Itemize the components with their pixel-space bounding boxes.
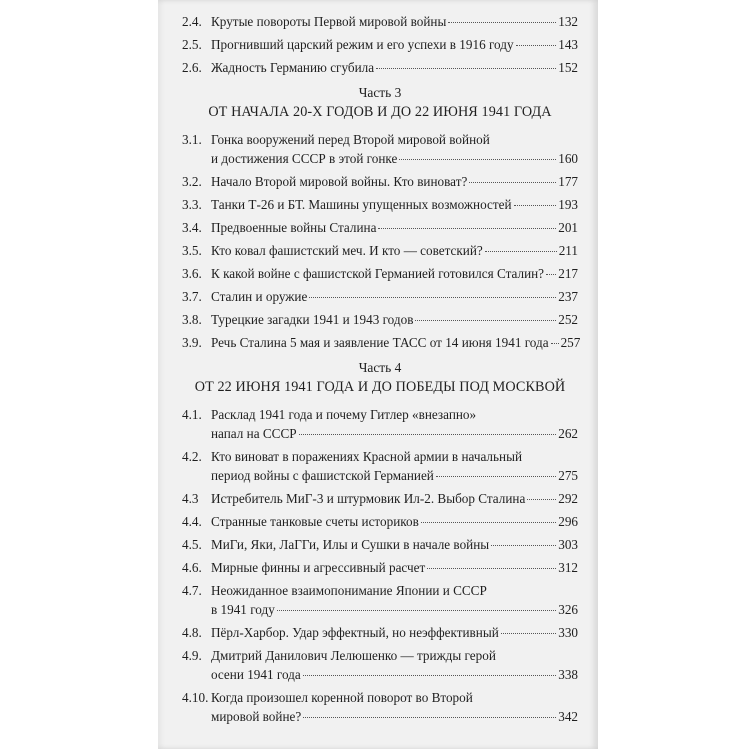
toc-entry-line: [182, 172, 578, 191]
toc-entry-line: [182, 688, 578, 707]
toc-entry-number: 3.2.: [182, 174, 202, 189]
toc-leader-dots: [469, 181, 556, 183]
toc-page-number: 338: [558, 667, 578, 682]
toc-entry: [182, 172, 578, 191]
toc-entry-number: 3.3.: [182, 197, 202, 212]
toc-entry-title: Турецкие загадки 1941 и 1943 годов: [211, 312, 414, 327]
toc-entry: [182, 287, 578, 306]
toc-page-number: 193: [558, 197, 578, 212]
part-4-label: Часть 4: [358, 360, 402, 375]
toc-entry: [182, 12, 578, 31]
toc-entry-title: осени 1941 года: [211, 667, 301, 682]
toc-entry-title: Странные танковые счеты историков: [211, 514, 419, 529]
toc-entry: [182, 195, 578, 214]
toc-entry-number: 3.1.: [182, 132, 202, 147]
toc-entry-line: [182, 264, 578, 283]
toc-entry-line: [182, 623, 578, 642]
toc-entry-number: 2.5.: [182, 37, 202, 52]
part-3-heading: [182, 83, 578, 122]
toc-entry-line: [182, 447, 578, 466]
toc-entry: [182, 310, 578, 329]
toc-page-number: 292: [558, 491, 578, 506]
toc-entry-number: 3.7.: [182, 289, 202, 304]
toc-leader-dots: [491, 544, 556, 546]
toc-page-number: 312: [558, 560, 578, 575]
toc-entry-line: [182, 333, 581, 352]
toc-entry: [182, 646, 578, 684]
toc-entry-number: 3.4.: [182, 220, 202, 235]
toc-leader-dots: [303, 674, 556, 676]
toc-entry-title: Когда произошел коренной поворот во Второй: [211, 690, 473, 705]
toc-entry-number: 4.5.: [182, 537, 202, 552]
toc-entry-line: [182, 646, 578, 665]
toc-entry-number: 4.2.: [182, 449, 202, 464]
toc-entry-title: Кто виноват в поражениях Красной армии в начальный: [211, 449, 522, 464]
toc-entry-line: [182, 600, 578, 619]
toc-entry: [182, 130, 578, 168]
toc-entry-line: [182, 241, 578, 260]
toc-entry-number: 4.8.: [182, 625, 202, 640]
toc-entry: [182, 489, 578, 508]
toc-page-number: 257: [560, 335, 581, 350]
toc-entry-number: 4.3: [182, 491, 199, 506]
toc-entry: [182, 264, 578, 283]
toc-leader-dots: [376, 67, 556, 69]
part-4-entries: [182, 405, 578, 726]
toc-entry: [182, 218, 578, 237]
toc-entry-line: [182, 466, 578, 485]
toc-entry: [182, 58, 578, 77]
toc-entry-number: 4.10.: [182, 690, 209, 705]
toc-page-number: 342: [558, 709, 578, 724]
toc-entry-line: [182, 512, 578, 531]
toc-entry-title: Расклад 1941 года и почему Гитлер «внезапно»: [211, 407, 477, 422]
toc-page-number: 201: [558, 220, 578, 235]
toc-entry-number: 4.1.: [182, 407, 202, 422]
toc-entry-number: 4.4.: [182, 514, 202, 529]
toc-entry-title: Крутые повороты Первой мировой войны: [211, 14, 447, 29]
toc-leader-dots: [427, 567, 556, 569]
toc-page-number: 160: [558, 151, 578, 166]
toc-leader-dots: [448, 21, 556, 23]
toc-entry-title: Танки Т-26 и БТ. Машины упущенных возможностей: [211, 197, 512, 212]
toc-entry-line: [182, 310, 578, 329]
toc-leader-dots: [299, 433, 557, 435]
toc-entry-number: 4.9.: [182, 648, 202, 663]
toc-leader-dots: [436, 475, 556, 477]
part-3-title: ОТ НАЧАЛА 20-Х ГОДОВ И ДО 22 ИЮНЯ 1941 ГОДА: [208, 104, 552, 120]
toc-entry-title: Пёрл-Харбор. Удар эффектный, но неэффективный: [211, 625, 499, 640]
toc-entry-number: 4.6.: [182, 560, 202, 575]
toc-entry-line: [182, 535, 578, 554]
part-4-title: ОТ 22 ИЮНЯ 1941 ГОДА И ДО ПОБЕДЫ ПОД МОСКВОЙ: [194, 379, 566, 395]
toc-entry-line: [182, 707, 578, 726]
toc-page-number: 326: [558, 602, 578, 617]
toc-entry-number: 3.6.: [182, 266, 202, 281]
toc-entry-line: [182, 218, 578, 237]
toc-entry: [182, 512, 578, 531]
toc-leader-dots: [277, 609, 556, 611]
toc-entry-line: [182, 58, 578, 77]
toc-entry: [182, 688, 578, 726]
toc-leader-dots: [399, 158, 556, 160]
toc-entry-line: [182, 424, 578, 443]
toc-entry-line: [182, 489, 578, 508]
toc-page-number: 275: [558, 468, 578, 483]
toc-entry: [182, 241, 578, 260]
toc-page-number: 217: [558, 266, 578, 281]
toc-entry-title: и достижения СССР в этой гонке: [211, 151, 398, 166]
toc-entry-title: Жадность Германию сгубила: [211, 60, 375, 75]
toc-entry-title: напал на СССР: [211, 426, 297, 441]
toc-entry-line: [182, 558, 578, 577]
toc-leader-dots: [546, 273, 556, 275]
toc-entry-line: [182, 665, 578, 684]
toc-entry: [182, 333, 581, 352]
toc-page-number: 303: [558, 537, 578, 552]
toc-entry-number: 2.6.: [182, 60, 202, 75]
toc-entry: [182, 558, 578, 577]
toc-leader-dots: [415, 319, 556, 321]
toc-leader-dots: [551, 342, 559, 344]
toc-entry-title: Предвоенные войны Сталина: [211, 220, 377, 235]
toc-leader-dots: [309, 296, 556, 298]
toc-page-number: 237: [558, 289, 578, 304]
section-2-tail: [182, 12, 578, 77]
toc-entry: [182, 35, 578, 54]
toc-entry-title: Истребитель МиГ-3 и штурмовик Ил-2. Выбор Сталина: [211, 491, 526, 506]
toc-entry: [182, 447, 578, 485]
toc-leader-dots: [421, 521, 556, 523]
toc-page-number: 296: [558, 514, 578, 529]
toc-entry-title: К какой войне с фашистской Германией готовился Сталин?: [211, 266, 545, 281]
toc-entry-title: мировой войне?: [211, 709, 302, 724]
toc-entry-title: Мирные финны и агрессивный расчет: [211, 560, 426, 575]
toc-entry: [182, 405, 578, 443]
toc-entry-line: [182, 287, 578, 306]
toc-entry-title: Дмитрий Данилович Лелюшенко — трижды герой: [211, 648, 496, 663]
toc-entry-line: [182, 405, 578, 424]
toc-entry: [182, 623, 578, 642]
table-of-contents: [182, 12, 581, 730]
toc-leader-dots: [501, 632, 556, 634]
part-3-label: Часть 3: [358, 85, 402, 100]
toc-entry-title: в 1941 году: [211, 602, 275, 617]
part-4-heading: [182, 358, 578, 397]
toc-entry: [182, 535, 578, 554]
toc-page-number: 211: [558, 243, 578, 258]
toc-page-number: 252: [558, 312, 578, 327]
toc-page-number: 143: [558, 37, 578, 52]
toc-entry-line: [182, 12, 578, 31]
toc-entry-number: 3.8.: [182, 312, 202, 327]
toc-entry-title: МиГи, Яки, ЛаГГи, Илы и Сушки в начале войны: [211, 537, 490, 552]
toc-page-number: 262: [558, 426, 578, 441]
toc-leader-dots: [516, 44, 557, 46]
toc-page-number: 152: [558, 60, 578, 75]
toc-entry-title: Прогнивший царский режим и его успехи в 1916 году: [211, 37, 514, 52]
toc-leader-dots: [303, 716, 556, 718]
toc-page-number: 132: [558, 14, 578, 29]
toc-leader-dots: [514, 204, 557, 206]
toc-entry-title: Речь Сталина 5 мая и заявление ТАСС от 14 июня 1941 года: [211, 335, 549, 350]
toc-entry-line: [182, 130, 578, 149]
toc-leader-dots: [527, 498, 556, 500]
toc-page-number: 330: [558, 625, 578, 640]
book-page: [158, 0, 598, 749]
toc-entry: [182, 581, 578, 619]
toc-entry-title: Начало Второй мировой войны. Кто виноват?: [211, 174, 468, 189]
toc-entry-number: 4.7.: [182, 583, 202, 598]
toc-entry-title: Сталин и оружие: [211, 289, 308, 304]
toc-entry-line: [182, 581, 578, 600]
toc-entry-title: Гонка вооружений перед Второй мировой войной: [211, 132, 490, 147]
toc-entry-title: Неожиданное взаимопонимание Японии и СССР: [211, 583, 487, 598]
toc-entry-line: [182, 195, 578, 214]
toc-entry-title: Кто ковал фашистский меч. И кто — советский?: [211, 243, 483, 258]
toc-entry-number: 2.4.: [182, 14, 202, 29]
toc-entry-line: [182, 149, 578, 168]
toc-leader-dots: [485, 250, 557, 252]
toc-leader-dots: [378, 227, 556, 229]
toc-page-number: 177: [558, 174, 578, 189]
toc-entry-number: 3.5.: [182, 243, 202, 258]
part-3-entries: [182, 130, 581, 352]
toc-entry-line: [182, 35, 578, 54]
toc-entry-number: 3.9.: [182, 335, 202, 350]
toc-entry-title: период войны с фашистской Германией: [211, 468, 434, 483]
